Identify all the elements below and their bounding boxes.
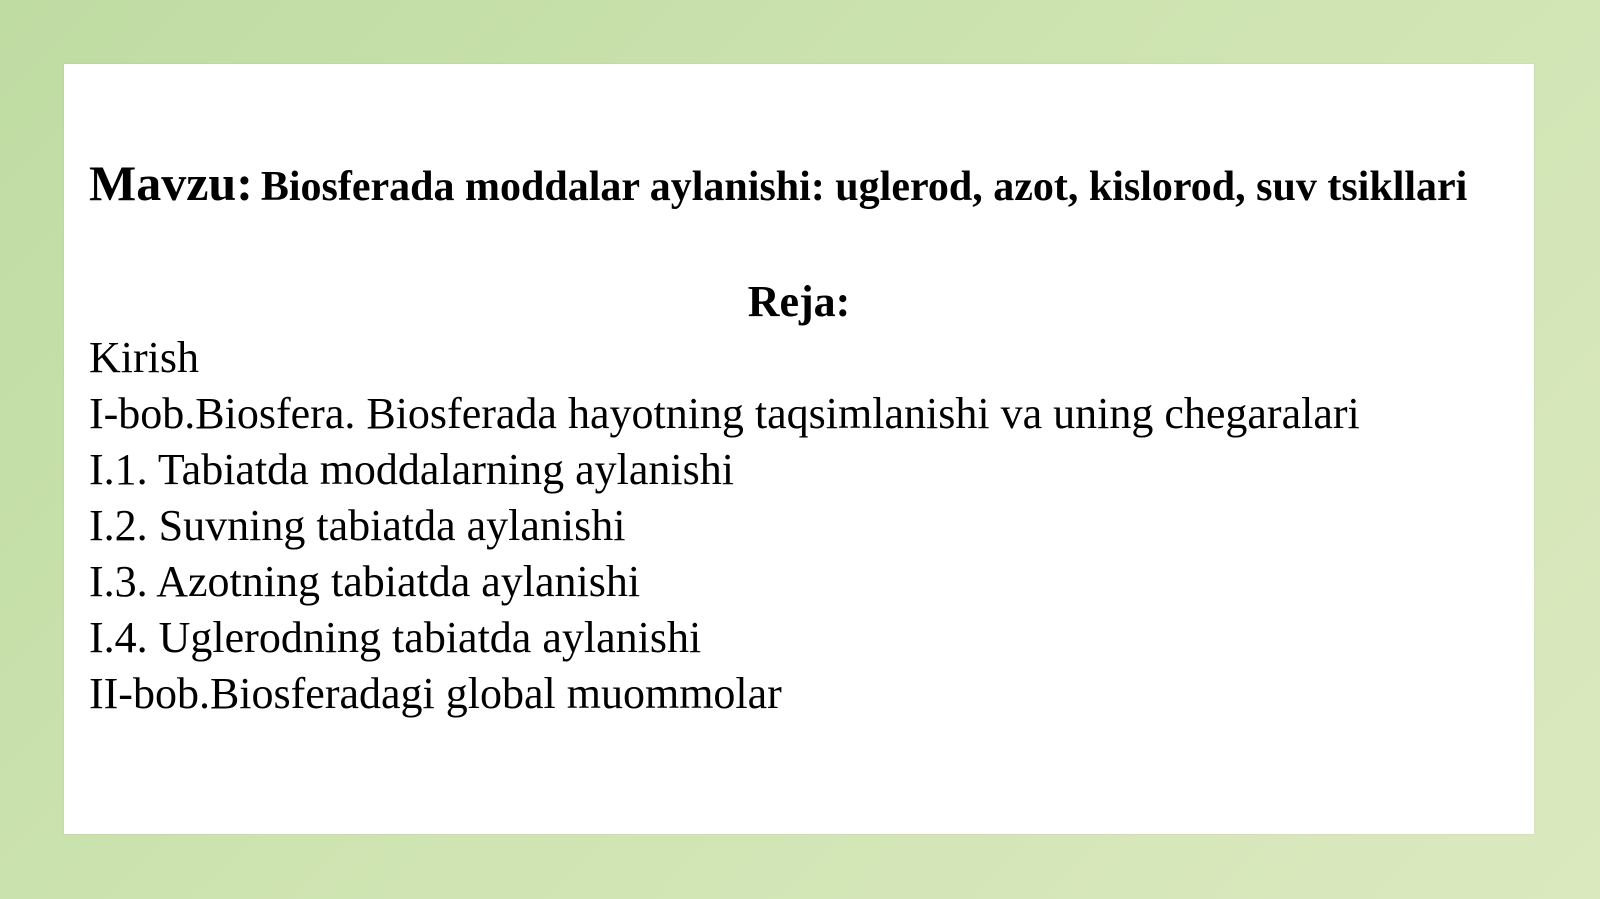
plan-item-section-1-3: I.3. Azotning tabiatda aylanishi	[89, 557, 641, 606]
plan-item-introduction: Kirish	[89, 333, 199, 382]
slide-card	[64, 64, 1534, 834]
plan-item-section-1-2: I.2. Suvning tabiatda aylanishi	[89, 501, 626, 550]
plan-list	[89, 330, 1509, 722]
plan-heading: Reja:	[747, 277, 851, 326]
plan-item-chapter-1: I-bob.Biosfera. Biosferada hayotning taqsimlanishi va uning chegaralari	[89, 389, 1360, 438]
plan-item-section-1-1: I.1. Tabiatda moddalarning aylanishi	[89, 445, 734, 494]
plan-item-section-1-4: I.4. Uglerodning tabiatda aylanishi	[89, 613, 702, 662]
slide-content	[89, 154, 1509, 722]
plan-item-chapter-2: II-bob.Biosferadagi global muommolar	[89, 669, 782, 718]
title-text: Biosferada moddalar aylanishi: uglerod, azot, kislorod, suv tsikllari	[260, 164, 1468, 210]
title-label: Mavzu:	[89, 155, 253, 211]
slide-title	[89, 154, 1509, 218]
